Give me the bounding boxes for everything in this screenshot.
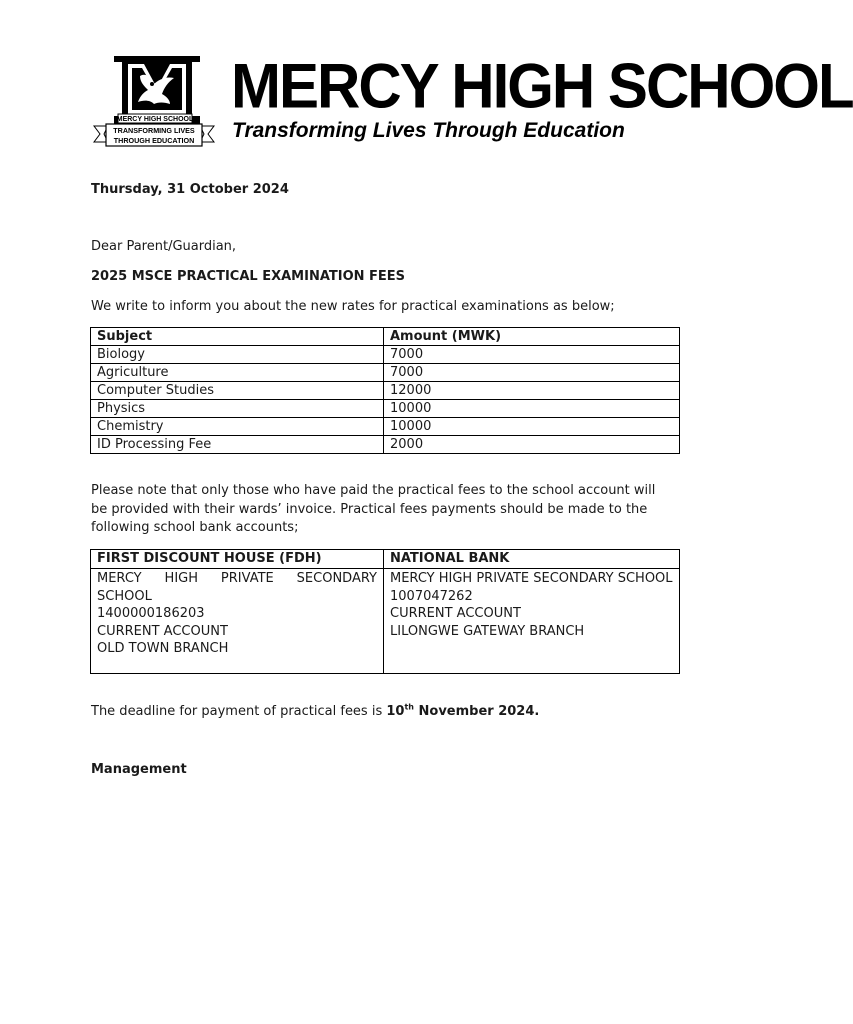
crest-banner-text-1: TRANSFORMING LIVES (113, 126, 195, 135)
school-motto: Transforming Lives Through Education (232, 119, 625, 142)
letter-subject: 2025 MSCE PRACTICAL EXAMINATION FEES (91, 269, 406, 284)
fees-header-row (91, 328, 680, 346)
account-branch: LILONGWE GATEWAY BRANCH (390, 623, 585, 639)
bank-header-fdh: FIRST DISCOUNT HOUSE (FDH) (91, 550, 384, 569)
fee-subject: Agriculture (91, 364, 384, 382)
crest-name-text: MERCY HIGH SCHOOL (116, 116, 194, 123)
fee-amount: 7000 (384, 346, 680, 364)
paragraph-line: Please note that only those who have paid the practical fees to the school account will (91, 483, 656, 498)
paragraph-line: be provided with their wards’ invoice. Practical fees payments should be made to the (91, 501, 648, 517)
table-row (91, 418, 680, 436)
table-row (91, 569, 680, 674)
crest-banner-text-2: THROUGH EDUCATION (113, 136, 195, 145)
fee-amount: 10000 (384, 400, 680, 418)
account-branch: OLD TOWN BRANCH (97, 641, 229, 656)
bank-header-national: NATIONAL BANK (384, 550, 680, 569)
deadline-date: 10th November 2024. (386, 702, 540, 719)
school-name: MERCY HIGH SCHOOL (231, 50, 853, 122)
bank-accounts-table (90, 549, 680, 674)
fee-amount: 7000 (384, 364, 680, 382)
signoff: Management (91, 762, 187, 777)
bank-account-cell (384, 569, 680, 674)
table-row (91, 400, 680, 418)
paragraph-line: following school bank accounts; (91, 520, 299, 535)
table-row (91, 436, 680, 454)
intro-text: We write to inform you about the new rates for practical examinations as below; (91, 299, 615, 314)
fees-header-subject: Subject (91, 328, 384, 346)
account-type: CURRENT ACCOUNT (390, 606, 521, 621)
table-row (91, 364, 680, 382)
fees-header-amount: Amount (MWK) (384, 328, 680, 346)
fee-subject: Biology (91, 346, 384, 364)
table-row (91, 346, 680, 364)
fee-subject: Physics (91, 400, 384, 418)
salutation: Dear Parent/Guardian, (91, 239, 237, 254)
bank-account-cell (91, 569, 384, 674)
fee-subject: ID Processing Fee (91, 436, 384, 454)
account-type: CURRENT ACCOUNT (97, 623, 228, 639)
fee-amount: 12000 (384, 382, 680, 400)
table-row (91, 382, 680, 400)
fee-subject: Chemistry (91, 418, 384, 436)
deadline-text (91, 703, 539, 721)
account-number: 1007047262 (390, 588, 473, 604)
fee-amount: 2000 (384, 436, 680, 454)
fees-table (90, 327, 680, 454)
payment-note-paragraph (91, 482, 678, 538)
deadline-prefix: The deadline for payment of practical fees is (91, 704, 387, 719)
account-name: MERCY HIGH PRIVATE SECONDARY SCHOOL (97, 571, 377, 604)
account-number: 1400000186203 (97, 606, 205, 621)
bank-header-row (91, 550, 680, 569)
letter-date: Thursday, 31 October 2024 (91, 182, 289, 197)
fee-amount: 10000 (384, 418, 680, 436)
account-name: MERCY HIGH PRIVATE SECONDARY SCHOOL (390, 571, 673, 586)
school-crest-logo (92, 54, 216, 150)
fee-subject: Computer Studies (91, 382, 384, 400)
